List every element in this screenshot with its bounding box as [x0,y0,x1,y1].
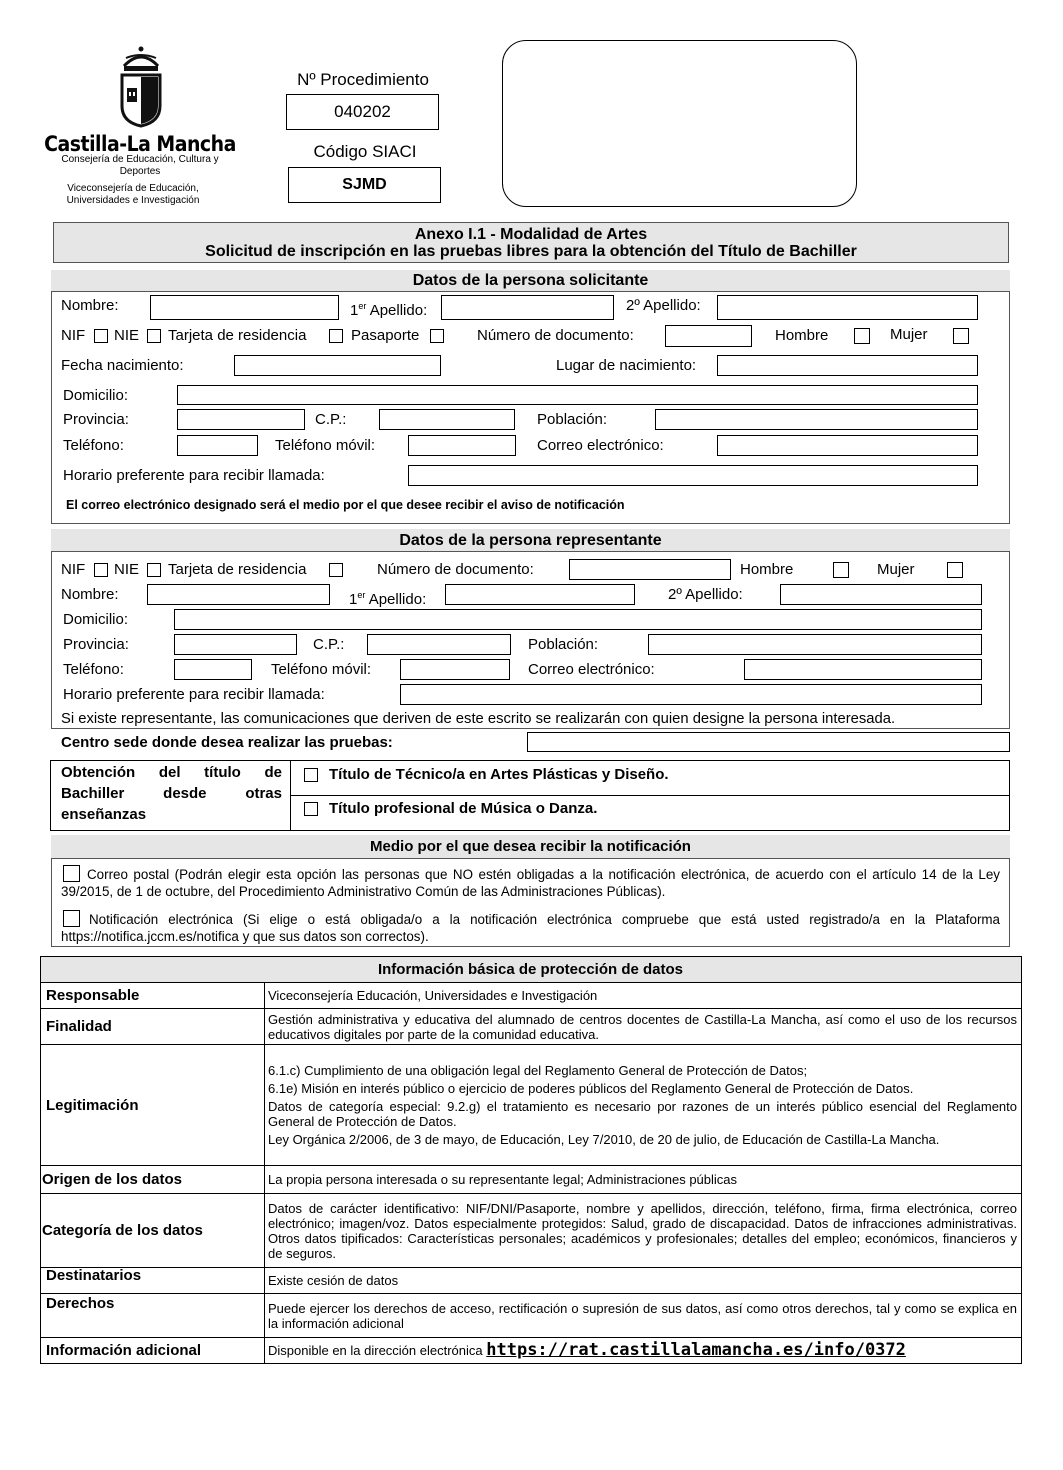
applicant-cp-label: C.P.: [315,411,347,428]
applicant-domicilio-label: Domicilio: [63,387,129,404]
siaci-label: Código SIACI [313,142,417,161]
applicant-provincia-label: Provincia: [63,411,129,428]
dp-destinatarios-value: Existe cesión de datos [265,1268,1022,1294]
applicant-correo-input[interactable] [717,435,978,456]
applicant-mujer-label: Mujer [890,326,928,343]
center-label: Centro sede donde desea realizar las pruebas: [61,734,393,751]
rep-poblacion-input[interactable] [648,634,982,655]
dp-categoria-value: Datos de carácter identificativo: NIF/DNI/Pasaporte, nombre y apellidos, dirección, teléfono, firma, firma electrónica, correo electrónico; imagen/voz. Datos especialmente protegidos: Salud, grado de discapacidad. Datos de infracciones administrativas. Otros datos tipificados: Características personales; académicos y profesionales; detalles del empleo; económicos, financieros y de seguros. [265,1194,1022,1268]
dp-responsable-value: Viceconsejería Educación, Universidades e Investigación [265,983,1022,1009]
rep-apellido1-input[interactable] [445,584,635,605]
applicant-apellido1-label: 1er Apellido: [350,301,428,319]
rep-correo-label: Correo electrónico: [528,661,655,678]
applicant-nie-checkbox[interactable] [147,329,161,343]
dp-destinatarios-label: Destinatarios [41,1268,265,1294]
rep-numdoc-input[interactable] [569,559,731,580]
registry-stamp-box [502,40,857,207]
title-line1: Anexo I.1 - Modalidad de Artes [414,226,648,243]
rep-domicilio-input[interactable] [174,609,982,630]
data-protection-heading: Información básica de protección de datos [41,957,1022,983]
representative-note: Si existe representante, las comunicaciones que deriven de este escrito se realizarán con quien designe la persona interesada. [61,711,896,727]
applicant-movil-label: Teléfono móvil: [275,437,376,454]
dp-info-adicional-label: Información adicional [41,1338,265,1364]
applicant-tarjeta-checkbox[interactable] [329,329,343,343]
applicant-movil-input[interactable] [408,435,516,456]
rep-tarjeta-checkbox[interactable] [329,563,343,577]
vice-department-name: Viceconsejería de Educación, Universidades e Investigación [66,183,200,206]
applicant-apellido2-input[interactable] [717,295,978,320]
rep-movil-input[interactable] [400,659,510,680]
applicant-domicilio-input[interactable] [177,385,978,405]
procedure-box [286,94,439,130]
rep-correo-input[interactable] [744,659,982,680]
obtencion-option2-label: Título profesional de Música o Danza. [329,800,598,817]
applicant-pasaporte-checkbox[interactable] [430,329,444,343]
applicant-cp-input[interactable] [379,409,515,430]
applicant-lugarnac-input[interactable] [717,355,978,376]
applicant-numdoc-label: Número de documento: [477,327,634,344]
rep-horario-input[interactable] [400,684,982,705]
notification-postal-text: Correo postal (Podrán elegir esta opción las personas que NO estén obligadas a la notificación electrónica, de acuerdo con el artículo 14 de la Ley 39/2015, de 1 de octubre, del Procedimiento Administrativo Común de las Administraciones Públicas). [61,867,1000,899]
applicant-poblacion-input[interactable] [655,409,978,430]
applicant-hombre-checkbox[interactable] [854,328,870,344]
rep-apellido1-label: 1er Apellido: [349,590,427,608]
rep-nie-checkbox[interactable] [147,563,161,577]
applicant-horario-label: Horario preferente para recibir llamada: [63,467,325,484]
applicant-numdoc-input[interactable] [665,325,752,347]
department-name: Consejería de Educación, Cultura y Deportes [61,154,219,177]
rep-numdoc-label: Número de documento: [377,561,534,578]
applicant-apellido2-label: 2º Apellido: [626,297,701,314]
applicant-horario-input[interactable] [408,465,978,486]
rep-tarjeta-label: Tarjeta de residencia [168,561,307,578]
rep-telefono-label: Teléfono: [63,661,124,678]
rep-hombre-checkbox[interactable] [833,562,849,578]
applicant-hombre-label: Hombre [775,327,829,344]
applicant-fechanac-label: Fecha nacimiento: [61,357,184,374]
rep-nombre-label: Nombre: [61,586,119,603]
dp-derechos-label: Derechos [41,1294,265,1338]
rep-mujer-label: Mujer [877,561,915,578]
rep-provincia-input[interactable] [174,634,297,655]
notification-heading: Medio por el que desea recibir la notificación [51,835,1010,859]
dp-info-adicional-value [265,1338,1022,1364]
rep-nie-label: NIE [114,561,140,578]
rep-apellido2-label: 2º Apellido: [668,586,743,603]
applicant-telefono-label: Teléfono: [63,437,124,454]
obtencion-row-divider [290,795,1010,796]
rep-domicilio-label: Domicilio: [63,611,129,628]
dp-finalidad-value: Gestión administrativa y educativa del alumnado de centros docentes de Castilla-La Mancha, así como el uso de los recursos educativos digitales por parte de la comunidad educativa. [265,1009,1022,1045]
dp-origen-label: Origen de los datos [41,1166,265,1194]
applicant-nombre-input[interactable] [150,295,339,320]
siaci-box [288,167,441,203]
applicant-email-note: El correo electrónico designado será el medio por el que desee recibir el aviso de notificación [66,498,625,512]
rep-mujer-checkbox[interactable] [947,562,963,578]
rep-cp-label: C.P.: [313,636,345,653]
dp-categoria-label: Categoría de los datos [41,1194,265,1268]
coat-of-arms-icon [118,44,164,128]
applicant-lugarnac-label: Lugar de nacimiento: [556,357,697,374]
dp-legitimacion-p4: Ley Orgánica 2/2006, de 3 de mayo, de Educación, Ley 7/2010, de 20 de julio, de Educación de Castilla-La Mancha. [268,1132,940,1147]
rep-provincia-label: Provincia: [63,636,129,653]
applicant-nif-checkbox[interactable] [94,329,108,343]
rep-telefono-input[interactable] [174,659,252,680]
applicant-nif-label: NIF [61,327,86,344]
rep-nif-checkbox[interactable] [94,563,108,577]
dp-info-adicional-text: Disponible en la dirección electrónica [268,1343,483,1358]
representative-heading: Datos de la persona representante [51,529,1010,552]
obtencion-label: Obtención del título de Bachiller desde otras enseñanzas [61,764,282,823]
applicant-pasaporte-label: Pasaporte [351,327,420,344]
logo-name: Castilla-La Mancha [44,132,236,156]
obtencion-option1-checkbox[interactable] [304,768,318,782]
dp-legitimacion-p3: Datos de categoría especial: 9.2.g) el tratamiento es necesario por razones de un interés público esencial del Reglamento General de Protección de Datos. [268,1099,1017,1129]
applicant-nombre-label: Nombre: [61,297,119,314]
dp-legitimacion-value [265,1045,1022,1166]
dp-legitimacion-label: Legitimación [41,1045,265,1166]
procedure-label: Nº Procedimiento [297,70,429,89]
title-line2: Solicitud de inscripción en las pruebas libres para la obtención del Título de Bachiller [205,243,857,260]
obtencion-option1-label: Título de Técnico/a en Artes Plásticas y Diseño. [329,766,669,783]
applicant-fechanac-input[interactable] [234,355,441,376]
obtencion-option2-checkbox[interactable] [304,802,318,816]
rep-poblacion-label: Población: [528,636,599,653]
dp-origen-value: La propia persona interesada o su representante legal; Administraciones públicas [265,1166,1022,1194]
dp-responsable-label: Responsable [41,983,265,1009]
applicant-provincia-input[interactable] [177,409,305,430]
applicant-tarjeta-label: Tarjeta de residencia [168,327,307,344]
region-logo [118,44,164,128]
rep-nombre-input[interactable] [147,584,330,605]
dp-derechos-value: Puede ejercer los derechos de acceso, rectificación o supresión de sus datos, así como otros derechos, tal y como se explica en la información adicional [265,1294,1022,1338]
dp-legitimacion-p2: 6.1e) Misión en interés público o ejercicio de poderes públicos del Reglamento General de Protección de Datos. [268,1081,914,1096]
applicant-heading: Datos de la persona solicitante [51,270,1010,292]
rep-apellido2-input[interactable] [780,584,982,605]
data-protection-table [40,956,1022,1364]
form-title [53,222,1009,263]
siaci-value: SJMD [342,176,387,193]
rep-nif-label: NIF [61,561,86,578]
rep-movil-label: Teléfono móvil: [271,661,372,678]
notification-electronic-text: Notificación electrónica (Si elige o está obligada/o a la notificación electrónica compruebe que está usted registrado/a en la Plataforma https://notifica.jccm.es/notifica y que sus datos son correctos). [61,912,1000,944]
rep-cp-input[interactable] [367,634,511,655]
applicant-telefono-input[interactable] [177,435,258,456]
dp-finalidad-label: Finalidad [41,1009,265,1045]
rep-horario-label: Horario preferente para recibir llamada: [63,686,325,703]
dp-info-adicional-link[interactable]: https://rat.castillalamancha.es/info/0372 [486,1340,906,1360]
rep-hombre-label: Hombre [740,561,794,578]
procedure-value: 040202 [334,102,391,121]
applicant-nie-label: NIE [114,327,140,344]
applicant-correo-label: Correo electrónico: [537,437,664,454]
applicant-apellido1-input[interactable] [441,295,614,320]
center-input[interactable] [527,732,1010,752]
dp-legitimacion-p1: 6.1.c) Cumplimiento de una obligación legal del Reglamento General de Protección de Datos; [268,1063,808,1078]
applicant-poblacion-label: Población: [537,411,608,428]
applicant-mujer-checkbox[interactable] [953,328,969,344]
